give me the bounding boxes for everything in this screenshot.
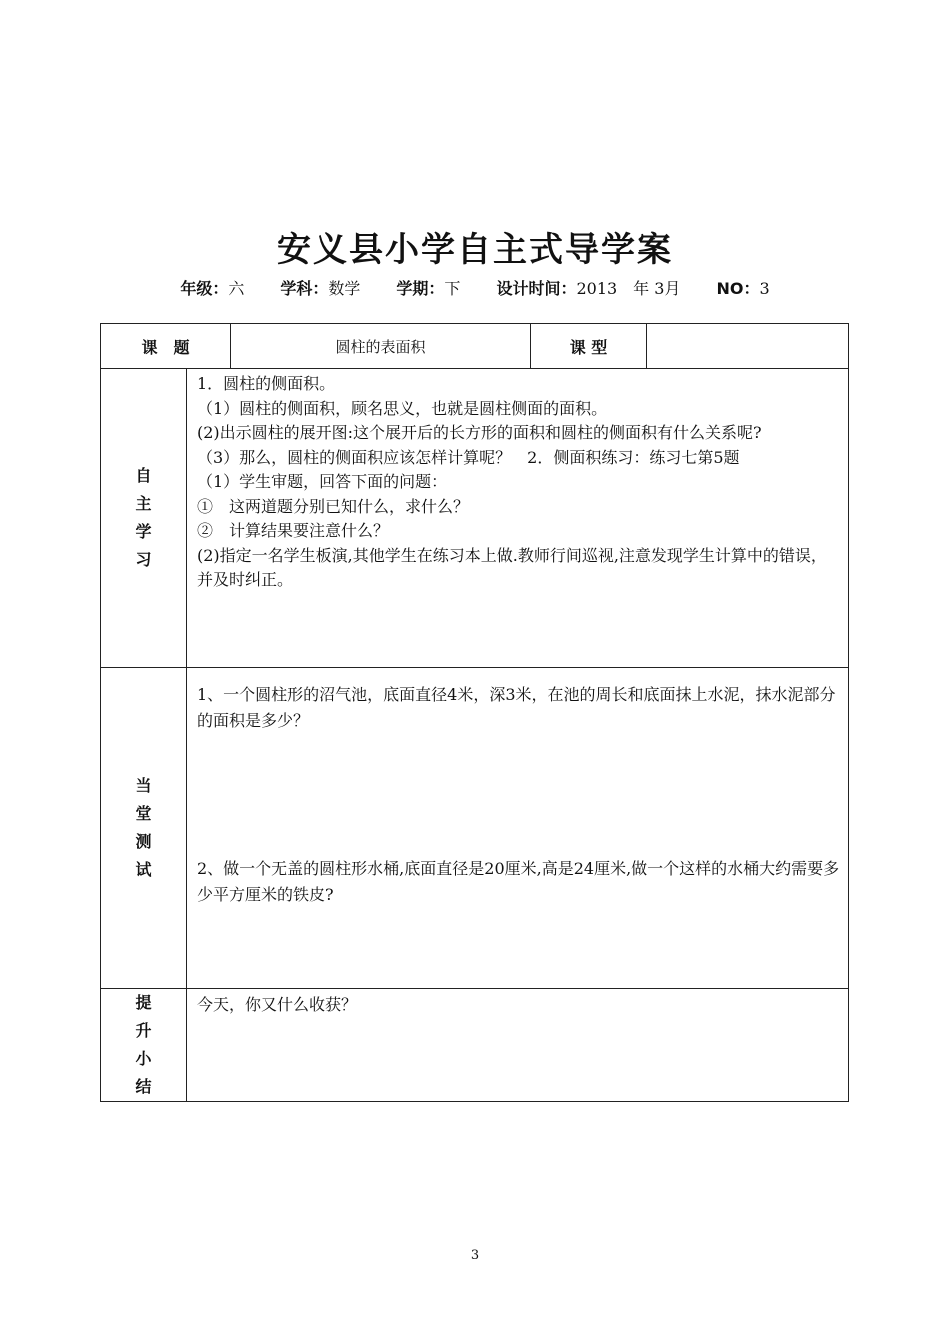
page-number: 3 [470,1248,480,1263]
type-value [647,324,849,369]
type-label: 课 型 [531,324,647,369]
text-line: （1）学生审题，回答下面的问题： [197,472,448,491]
text-line: (2)指定一名学生板演,其他学生在练习本上做.教师行间巡视,注意发现学生计算中的错误，并及时纠正。 [197,545,827,589]
grade-label: 年级： [180,279,229,298]
text-line: ② 计算结果要注意什么？ [197,521,390,540]
term-value: 下 [444,279,461,298]
self-study-content [187,369,849,668]
lesson-table [100,323,849,1102]
time-value: 2013 年 3月 [576,279,681,298]
self-study-row [101,369,849,668]
subject-value: 数学 [328,279,361,298]
no-label: NO： [716,279,760,298]
question-2: 2、做一个无盖的圆柱形水桶,底面直径是20厘米,高是24厘米,做一个这样的水桶大约需要多少平方厘米的铁皮? [197,859,840,904]
test-content [187,668,849,989]
summary-content: 今天，你又什么收获？ [187,989,849,1102]
text-line: 1．圆柱的侧面积。 [197,374,336,393]
text-line: (2)出示圆柱的展开图:这个展开后的长方形的面积和圆柱的侧面积有什么关系呢? [197,423,762,442]
no-value: 3 [759,279,770,298]
subject-label: 学科： [280,279,329,298]
topic-label: 课 题 [101,324,231,369]
question-1: 1、一个圆柱形的沼气池，底面直径4米，深3米，在池的周长和底面抹上水泥，抹水泥部分的面积是多少？ [197,685,836,730]
term-label: 学期： [396,279,445,298]
summary-row [101,989,849,1102]
header-row [101,324,849,369]
self-study-label: 自 主 学 习 [101,369,187,668]
text-line: ① 这两道题分别已知什么，求什么？ [197,496,470,516]
text-line: （1）圆柱的侧面积，顾名思义，也就是圆柱侧面的面积。 [197,398,608,418]
document-title: 安义县小学自主式导学案 [277,230,673,270]
summary-label: 提 升 小 结 [101,989,187,1102]
test-row [101,668,849,989]
grade-value: 六 [228,279,245,298]
test-label: 当 堂 测 试 [101,668,187,989]
meta-line [0,276,950,299]
topic-value: 圆柱的表面积 [231,324,531,369]
time-label: 设计时间： [496,279,577,298]
text-line: （3）那么，圆柱的侧面积应该怎样计算呢？ 2．侧面积练习：练习七第5题 [197,447,740,467]
